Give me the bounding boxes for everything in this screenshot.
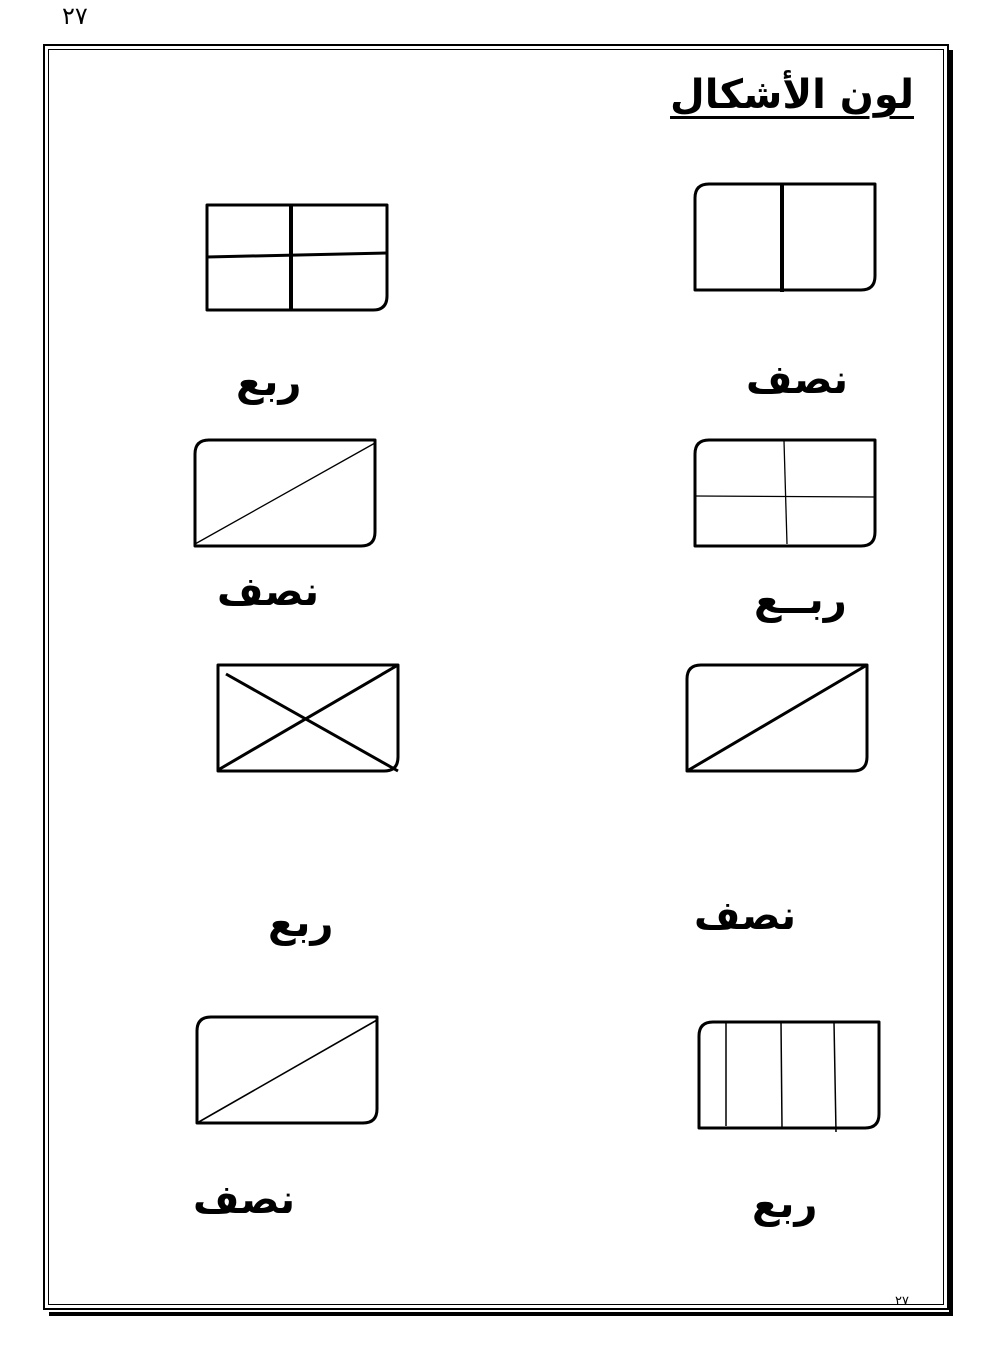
- label-r1-right: نصف: [746, 357, 849, 403]
- page-number-bottom: ٢٧: [895, 1294, 909, 1309]
- label-r3-left: ربع: [268, 900, 334, 946]
- shape-r4-left: [197, 1017, 377, 1123]
- label-r4-right: ربع: [752, 1181, 818, 1227]
- label-r2-left: نصف: [217, 569, 320, 615]
- page-number-top: ٢٧: [62, 2, 88, 30]
- shape-r1-right: [695, 184, 875, 292]
- shape-r3-right: [687, 665, 867, 771]
- shape-r1-left: [207, 205, 387, 310]
- label-r2-right: ربــع: [754, 577, 847, 623]
- label-r1-left: ربع: [236, 359, 302, 405]
- shape-r2-right: [695, 440, 875, 546]
- label-r3-right: نصف: [694, 893, 797, 939]
- shape-r2-left: [195, 440, 375, 546]
- page-title: لون الأشكال: [670, 72, 914, 118]
- shape-r3-left: [218, 665, 398, 771]
- shape-r4-right: [699, 1022, 879, 1132]
- label-r4-left: نصف: [193, 1177, 296, 1223]
